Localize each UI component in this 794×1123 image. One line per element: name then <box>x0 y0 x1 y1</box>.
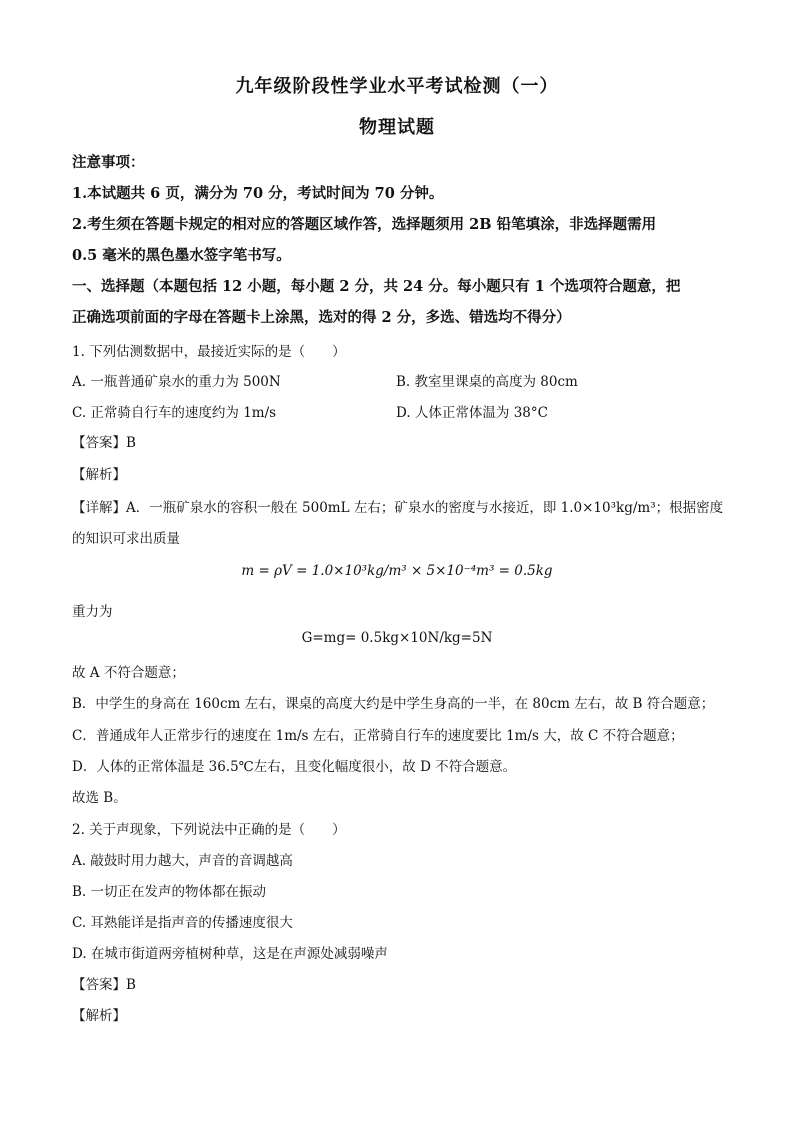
q1-option-b: B. 教室里课桌的高度为 80cm <box>396 374 578 390</box>
q1-final-answer: 故选 B。 <box>72 790 127 806</box>
page-title: 九年级阶段性学业水平考试检测（一） <box>235 76 559 97</box>
notice-heading: 注意事项： <box>72 154 145 171</box>
q1-answer: 【答案】B <box>72 435 136 451</box>
q2-option-b: B. 一切正在发声的物体都在振动 <box>72 884 267 900</box>
q2-analysis-label: 【解析】 <box>72 1008 126 1024</box>
q1-stem: 1. 下列估测数据中，最接近实际的是（ ） <box>72 344 346 360</box>
q1-option-a: A. 一瓶普通矿泉水的重力为 500N <box>72 374 281 390</box>
q1-detail-line-2: 的知识可求出质量 <box>72 531 180 547</box>
q1-b-detail: B．中学生的身高在 160cm 左右，课桌的高度大约是中学生身高的一半，在 80cm 左右，故 B 符合题意； <box>72 696 715 712</box>
q1-a-conclusion: 故 A 不符合题意； <box>72 665 185 681</box>
q1-mass-formula: m = ρV = 1.0×10³kg/m³ × 5×10⁻⁴m³ = 0.5kg <box>241 563 553 579</box>
q1-analysis-label: 【解析】 <box>72 467 126 483</box>
q1-gravity-formula: G=mg= 0.5kg×10N/kg=5N <box>301 630 493 646</box>
q1-c-detail: C．普通成年人正常步行的速度在 1m/s 左右，正常骑自行车的速度要比 1m/s 大，故 C 不符合题意； <box>72 728 684 744</box>
q2-answer: 【答案】B <box>72 977 136 993</box>
notice-item-1: 1.本试题共 6 页，满分为 70 分，考试时间为 70 分钟。 <box>72 185 444 202</box>
notice-item-2-line-1: 2.考生须在答题卡规定的相对应的答题区域作答，选择题须用 2B 铅笔填涂，非选择题需用 <box>72 216 657 233</box>
page-subtitle: 物理试题 <box>359 117 435 138</box>
q1-option-d: D. 人体正常体温为 38°C <box>396 405 548 421</box>
section-1-heading-line-1: 一、选择题（本题包括 12 小题，每小题 2 分，共 24 分。每小题只有 1 个选项符合题意，把 <box>72 278 681 295</box>
notice-item-2-line-2: 0.5 毫米的黑色墨水签字笔书写。 <box>72 247 291 264</box>
q2-option-d: D. 在城市街道两旁植树种草，这是在声源处减弱噪声 <box>72 946 388 962</box>
q1-option-c: C. 正常骑自行车的速度约为 1m/s <box>72 405 277 421</box>
q1-detail-line-1: 【详解】A．一瓶矿泉水的容积一般在 500mL 左右；矿泉水的密度与水接近，即 1.0×10³kg/m³；根据密度 <box>72 500 724 516</box>
q2-stem: 2. 关于声现象，下列说法中正确的是（ ） <box>72 822 346 838</box>
q1-d-detail: D．人体的正常体温是 36.5℃左右，且变化幅度很小，故 D 不符合题意。 <box>72 759 517 775</box>
q1-gravity-label: 重力为 <box>72 604 113 620</box>
section-1-heading-line-2: 正确选项前面的字母在答题卡上涂黑，选对的得 2 分，多选、错选均不得分） <box>72 309 571 326</box>
q2-option-a: A. 敲鼓时用力越大，声音的音调越高 <box>72 853 293 869</box>
q2-option-c: C. 耳熟能详是指声音的传播速度很大 <box>72 915 293 931</box>
